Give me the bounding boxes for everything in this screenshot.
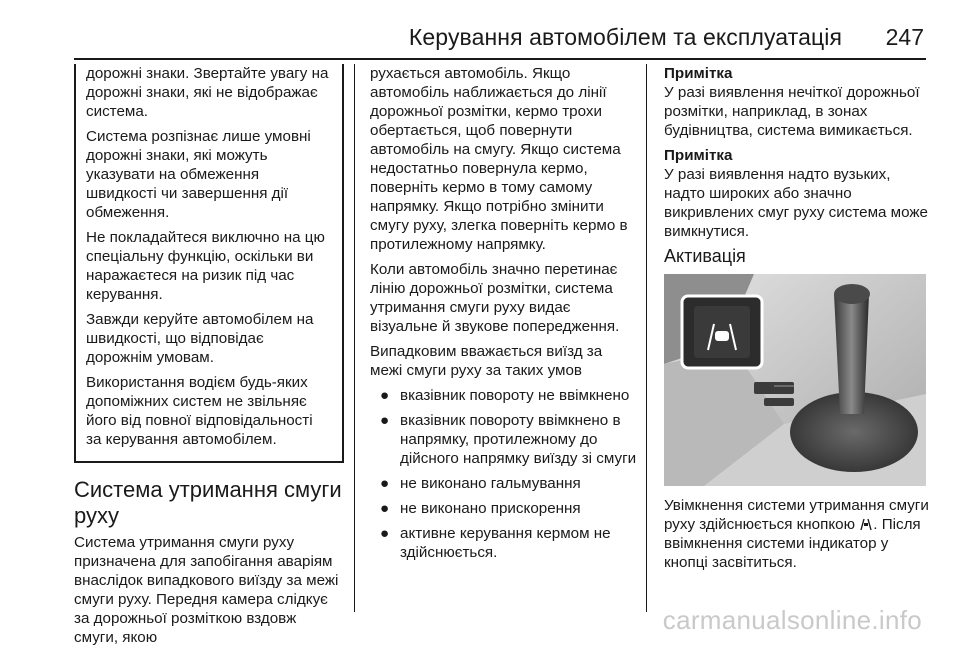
activation-text-end: . Після ввімкнення системи індикатор у кнопці засвітиться.: [664, 516, 921, 571]
watermark: carmanualsonline.info: [662, 605, 922, 635]
list-item: [370, 524, 638, 562]
column-2: [370, 64, 638, 568]
page-number: 247: [885, 24, 924, 50]
warning-paragraph: Використання водієм будь-яких допоміжних систем не звільняє його від повної відповідальності за керування автомобілем.: [86, 374, 313, 448]
intro-paragraph: Система утримання смуги руху призначена для запобігання аваріям внаслідок випадкового виїзду за межі смуги руху. Передня камера слідкує за дорожньої розміткою вздовж смуги, якою: [74, 534, 339, 646]
warning-paragraph: дорожні знаки. Звертайте увагу на дорожні знаки, які не відображає система.: [86, 65, 329, 120]
bullet: ●: [380, 387, 390, 404]
list-item-text: вказівник повороту ввімкнено в напрямку, протилежному до дійсного напрямку виїзду зі смуги: [400, 412, 637, 467]
body-paragraph: Випадковим вважається виїзд за межі смуги руху за таких умов: [370, 343, 603, 379]
note-label: Примітка: [664, 147, 733, 164]
list-item: [370, 411, 638, 468]
warning-box: [74, 64, 344, 463]
conditions-list: [370, 386, 638, 562]
column-3: [664, 64, 930, 578]
column-1: [74, 64, 344, 653]
warning-paragraph: Система розпізнає лише умовні дорожні знаки, які можуть указувати на обмеження швидкості чи завершення дії обмеження.: [86, 128, 311, 221]
note-text: У разі виявлення нечіткої дорожньої розмітки, наприклад, в зонах будівництва, система вимикається.: [664, 84, 920, 139]
console-photo: [664, 274, 926, 486]
bullet: ●: [380, 412, 390, 429]
list-item: [370, 386, 638, 405]
note-1: [664, 64, 930, 140]
list-item: [370, 499, 638, 518]
list-item-text: вказівник повороту не ввімкнено: [400, 387, 630, 404]
list-item-text: не виконано прискорення: [400, 500, 581, 517]
note-label: Примітка: [664, 65, 733, 82]
list-item-text: активне керування кермом не здійснюється.: [400, 525, 611, 561]
bullet: ●: [380, 525, 390, 542]
header-title: Керування автомобілем та експлуатація: [408, 24, 842, 50]
body-paragraph: Коли автомобіль значно перетинає лінію дорожньої розмітки, система утримання смуги руху видає візуальне й звукове попередження.: [370, 261, 620, 335]
warning-paragraph: Не покладайтеся виключно на цю спеціальну функцію, оскільки ви наражаєтеся на ризик під час керування.: [86, 229, 325, 303]
bullet: ●: [380, 475, 390, 492]
column-divider-2: [646, 64, 647, 612]
note-text: У разі виявлення надто вузьких, надто широких або значно викривлених смуг руху система може вимкнутися.: [664, 166, 929, 240]
warning-paragraph: Завжди керуйте автомобілем на швидкості, що відповідає дорожнім умовам.: [86, 311, 314, 366]
header-rule: [74, 58, 926, 60]
activation-title: Активація: [664, 246, 746, 266]
list-item-text: не виконано гальмування: [400, 475, 581, 492]
note-2: [664, 146, 930, 241]
activation-text-start: Увімкнення системи утримання смуги руху здійснюється кнопкою: [664, 497, 929, 533]
console-illustration: [664, 274, 926, 486]
body-paragraph: рухається автомобіль. Якщо автомобіль наближається до лінії дорожньої розмітки, кермо трохи обертається, щоб повернути автомобіль на смугу. Якщо система недостатньо повернула кермо, поверніть кермо в тому самому напрямку. Якщо потрібно змінити смугу руху, злегка поверніть кермо в протилежному напрямку.: [370, 65, 628, 253]
bullet: ●: [380, 500, 390, 517]
list-item: [370, 474, 638, 493]
column-divider-1: [354, 64, 355, 612]
section-title: Система утримання смуги руху: [74, 477, 342, 528]
lane-keep-icon: [859, 517, 873, 531]
activation-text: [664, 496, 930, 572]
